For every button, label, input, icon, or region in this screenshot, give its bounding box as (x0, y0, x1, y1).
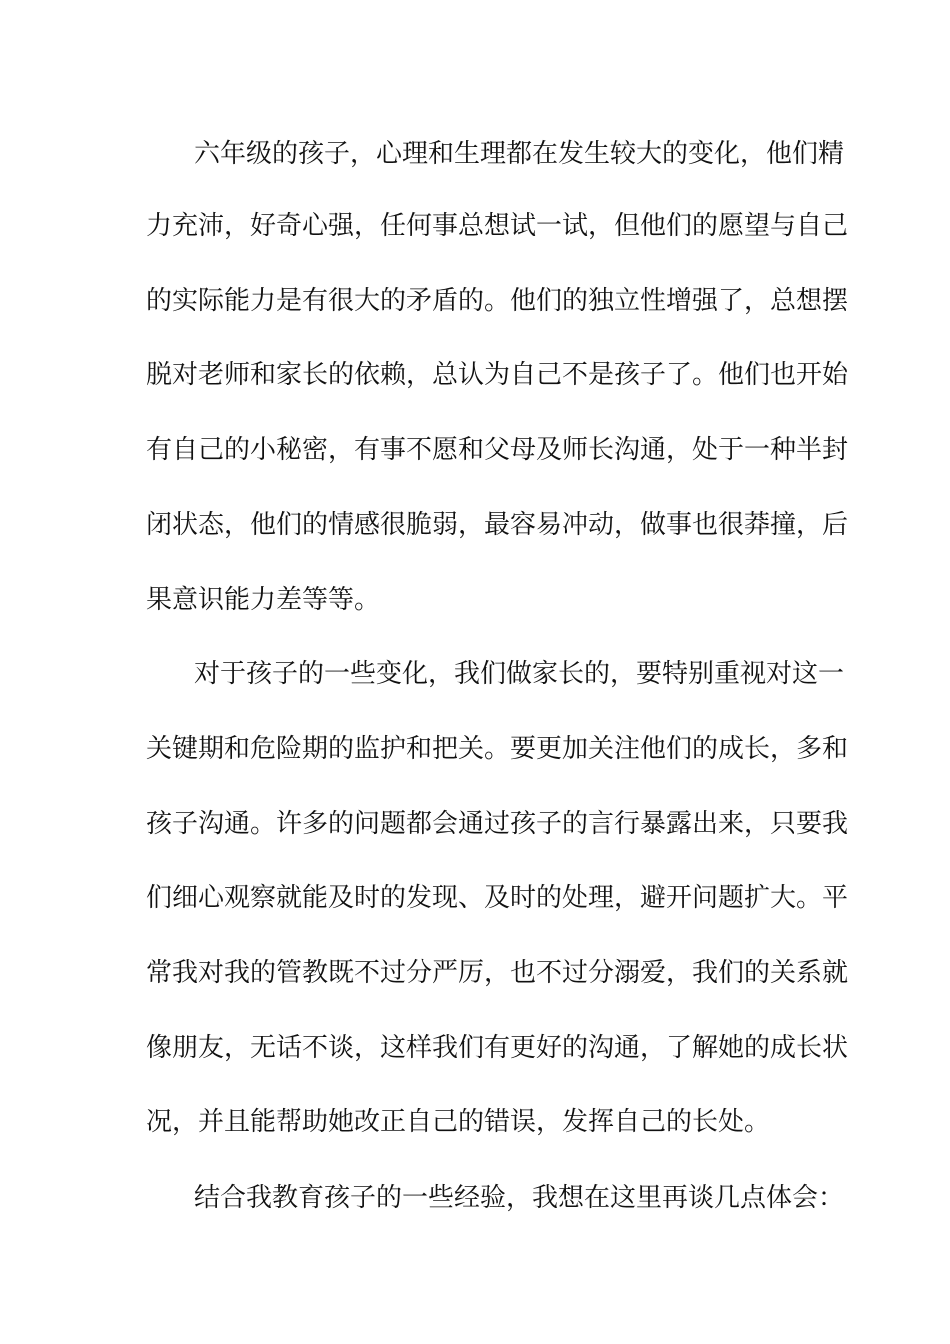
paragraph-1-line-5: 有自己的小秘密，有事不愿和父母及师长沟通，处于一种半封 (146, 435, 849, 465)
paragraph-1-line-4: 脱对老师和家长的依赖，总认为自己不是孩子了。他们也开始 (146, 360, 849, 390)
paragraph-1-line-1: 六年级的孩子，心理和生理都在发生较大的变化，他们精 (194, 139, 845, 169)
paragraph-1-line-6: 闭状态，他们的情感很脆弱，最容易冲动，做事也很莽撞，后 (146, 510, 849, 540)
paragraph-1-line-2: 力充沛，好奇心强，任何事总想试一试，但他们的愿望与自己 (146, 211, 849, 241)
paragraph-2-line-4: 们细心观察就能及时的发现、及时的处理，避开问题扩大。平 (146, 883, 849, 913)
paragraph-2-line-2: 关键期和危险期的监护和把关。要更加关注他们的成长，多和 (146, 734, 849, 764)
paragraph-2-line-1: 对于孩子的一些变化，我们做家长的，要特别重视对这一 (194, 659, 845, 689)
paragraph-1-line-7: 果意识能力差等等。 (146, 585, 381, 615)
paragraph-3-line-1: 结合我教育孩子的一些经验，我想在这里再谈几点体会： (194, 1183, 845, 1213)
paragraph-2-line-5: 常我对我的管教既不过分严厉，也不过分溺爱，我们的关系就 (146, 958, 849, 988)
paragraph-2-line-3: 孩子沟通。许多的问题都会通过孩子的言行暴露出来，只要我 (146, 809, 849, 839)
paragraph-2-line-6: 像朋友，无话不谈，这样我们有更好的沟通，了解她的成长状 (146, 1033, 849, 1063)
paragraph-1-line-3: 的实际能力是有很大的矛盾的。他们的独立性增强了，总想摆 (146, 286, 849, 316)
paragraph-2-line-7: 况，并且能帮助她改正自己的错误，发挥自己的长处。 (146, 1107, 771, 1137)
